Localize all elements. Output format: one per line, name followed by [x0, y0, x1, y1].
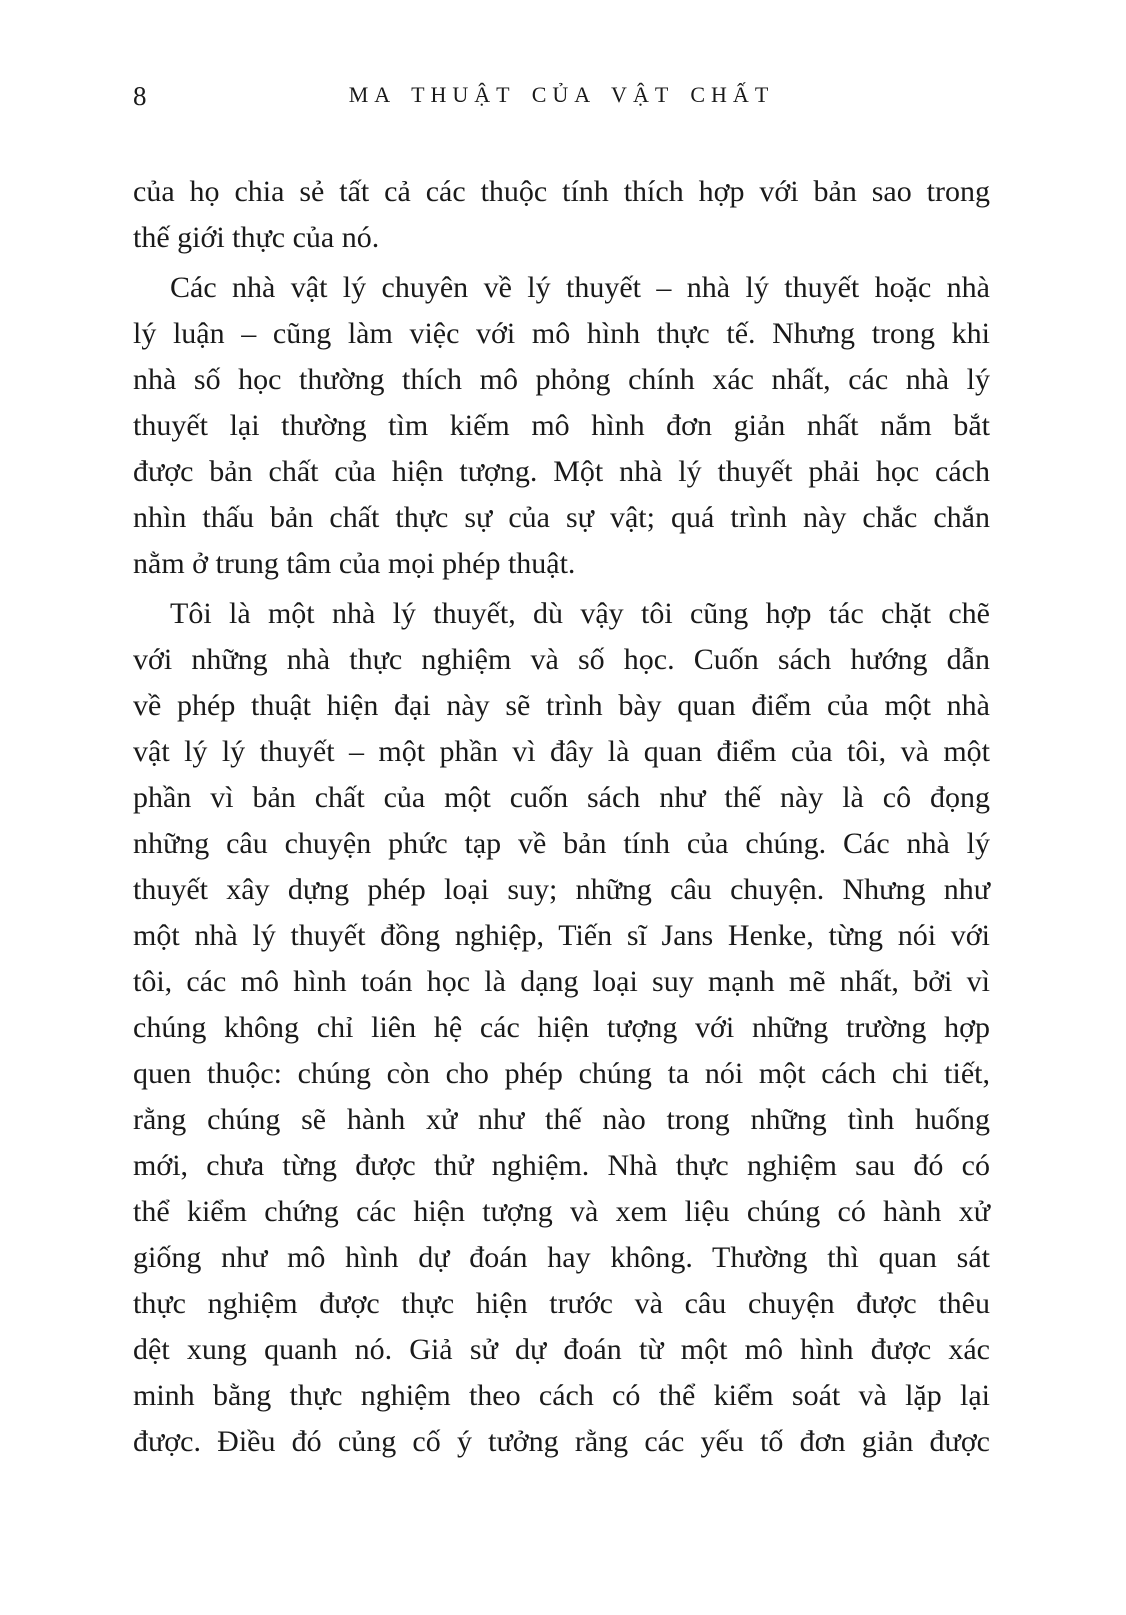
- running-title: MA THUẬT CỦA VẬT CHẤT: [348, 82, 775, 107]
- text-line: minh bằng thực nghiệm theo cách có thể kiểm soát và lặp lại: [133, 1379, 990, 1412]
- text-line: lý luận – cũng làm việc với mô hình thực tế. Nhưng trong khi: [133, 317, 990, 350]
- text-line: vật lý lý thuyết – một phần vì đây là quan điểm của tôi, và một: [133, 735, 990, 768]
- text-line: mới, chưa từng được thử nghiệm. Nhà thực nghiệm sau đó có: [133, 1149, 990, 1182]
- page-header: [133, 80, 990, 120]
- text-line: được. Điều đó củng cố ý tưởng rằng các yếu tố đơn giản được: [133, 1425, 990, 1458]
- text-line: thế giới thực của nó.: [133, 221, 380, 254]
- text-line: thực nghiệm được thực hiện trước và câu chuyện được thêu: [133, 1287, 990, 1320]
- page-body: [133, 169, 990, 1469]
- text-line: phần vì bản chất của một cuốn sách như thế này là cô đọng: [133, 781, 990, 814]
- text-line: một nhà lý thuyết đồng nghiệp, Tiến sĩ Jans Henke, từng nói với: [133, 919, 990, 952]
- paragraph: [133, 169, 990, 261]
- text-line: Các nhà vật lý chuyên về lý thuyết – nhà lý thuyết hoặc nhà: [170, 271, 990, 304]
- text-line: giống như mô hình dự đoán hay không. Thường thì quan sát: [133, 1241, 990, 1274]
- text-line: chúng không chỉ liên hệ các hiện tượng với những trường hợp: [133, 1011, 990, 1044]
- text-line: nhà số học thường thích mô phỏng chính xác nhất, các nhà lý: [133, 363, 990, 396]
- text-line: về phép thuật hiện đại này sẽ trình bày quan điểm của một nhà: [133, 689, 990, 722]
- text-line: thuyết lại thường tìm kiếm mô hình đơn giản nhất nắm bắt: [133, 409, 990, 442]
- paragraph: [133, 591, 990, 1465]
- text-line: những câu chuyện phức tạp về bản tính của chúng. Các nhà lý: [133, 827, 990, 860]
- text-line: của họ chia sẻ tất cả các thuộc tính thích hợp với bản sao trong: [133, 175, 990, 208]
- text-line: thể kiểm chứng các hiện tượng và xem liệu chúng có hành xử: [133, 1195, 990, 1228]
- text-line: rằng chúng sẽ hành xử như thế nào trong những tình huống: [133, 1103, 990, 1136]
- text-line: được bản chất của hiện tượng. Một nhà lý thuyết phải học cách: [133, 455, 990, 488]
- text-line: dệt xung quanh nó. Giả sử dự đoán từ một mô hình được xác: [133, 1333, 990, 1366]
- text-line: quen thuộc: chúng còn cho phép chúng ta nói một cách chi tiết,: [133, 1057, 990, 1090]
- paragraph: [133, 265, 990, 587]
- text-line: thuyết xây dựng phép loại suy; những câu chuyện. Nhưng như: [133, 873, 990, 906]
- text-line: với những nhà thực nghiệm và số học. Cuốn sách hướng dẫn: [133, 643, 990, 676]
- text-line: tôi, các mô hình toán học là dạng loại suy mạnh mẽ nhất, bởi vì: [133, 965, 990, 998]
- text-line: nằm ở trung tâm của mọi phép thuật.: [133, 547, 576, 580]
- text-line: Tôi là một nhà lý thuyết, dù vậy tôi cũng hợp tác chặt chẽ: [170, 597, 990, 630]
- text-line: nhìn thấu bản chất thực sự của sự vật; quá trình này chắc chắn: [133, 501, 990, 534]
- page-number: 8: [133, 81, 147, 111]
